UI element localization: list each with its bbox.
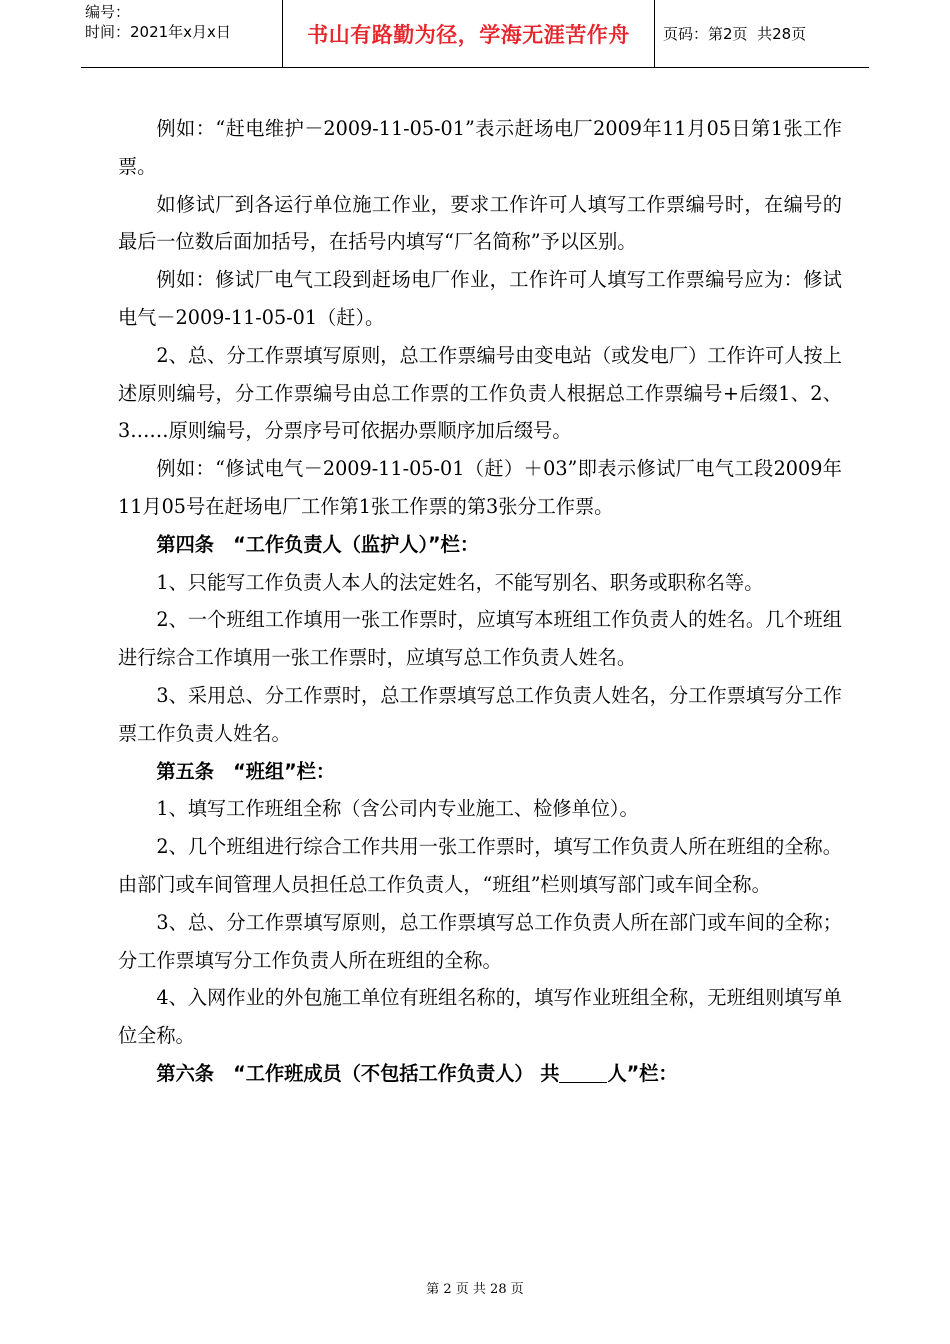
paragraph: 1、填写工作班组全称（含公司内专业施工、检修单位）。	[156, 797, 639, 821]
document-body	[118, 110, 842, 1093]
paragraph: 2、一个班组工作填用一张工作票时，应填写本班组工作负责人的姓名。几个班组进行综合工作填用一张工作票时，应填写总工作负责人姓名。	[118, 608, 842, 670]
paragraph: 3、采用总、分工作票时，总工作票填写总工作负责人姓名，分工作票填写分工作票工作负责人姓名。	[118, 683, 842, 745]
paragraph: 例如：修试厂电气工段到赶场电厂作业，工作许可人填写工作票编号应为：修试电气－2009-11-05-01（赶）。	[118, 268, 842, 329]
section-heading-6	[118, 1055, 842, 1093]
paragraph: 如修试厂到各运行单位施工作业，要求工作许可人填写工作票编号时，在编号的最后一位数后面加括号，在括号内填写“厂名简称”予以区别。	[118, 192, 842, 254]
header-page-info-cell	[655, 0, 869, 67]
header-page-info: 页码：第2页 共28页	[663, 25, 807, 43]
paragraph: 例如：“赶电维护－2009-11-05-01”表示赶场电厂2009年11月05日第1张工作票。	[118, 117, 842, 178]
heading-6-part-b: 人”栏：	[607, 1061, 678, 1085]
header-motto: 书山有路勤为径，学海无涯苦作舟	[307, 22, 630, 47]
page-footer: 第 2 页 共 28 页	[426, 1282, 524, 1297]
paragraph: 例如：“修试电气－2009-11-05-01（赶）＋03”即表示修试厂电气工段2009年11月05号在赶场电厂工作第1张工作票的第3张分工作票。	[118, 457, 842, 518]
fill-in-blank	[559, 1063, 607, 1083]
paragraph: 3、总、分工作票填写原则，总工作票填写总工作负责人所在部门或车间的全称；分工作票填写分工作负责人所在班组的全称。	[118, 910, 842, 972]
paragraph: 1、只能写工作负责人本人的法定姓名，不能写别名、职务或职称名等。	[156, 570, 764, 594]
page-header	[81, 0, 869, 68]
header-meta	[81, 0, 283, 67]
paragraph: 2、总、分工作票填写原则，总工作票编号由变电站（或发电厂）工作许可人按上述原则编号，分工作票编号由总工作票的工作负责人根据总工作票编号+后缀1、2、3……原则编号，分票序号可依据办票顺序加后缀号。	[118, 343, 842, 443]
paragraph: 2、几个班组进行综合工作共用一张工作票时，填写工作负责人所在班组的全称。由部门或车间管理人员担任总工作负责人，“班组”栏则填写部门或车间全称。	[118, 835, 842, 896]
document-time-label: 时间：2021年x月x日	[85, 23, 231, 41]
section-heading-4: 第四条 “工作负责人（监护人）”栏：	[156, 532, 480, 556]
header-motto-cell	[283, 0, 655, 67]
paragraph: 4、入网作业的外包施工单位有班组名称的，填写作业班组全称，无班组则填写单位全称。	[118, 986, 842, 1048]
document-number-label: 编号：	[85, 3, 131, 21]
section-heading-5: 第五条 “班组”栏：	[156, 759, 336, 783]
heading-6-part-a: 第六条 “工作班成员（不包括工作负责人） 共	[156, 1061, 560, 1085]
